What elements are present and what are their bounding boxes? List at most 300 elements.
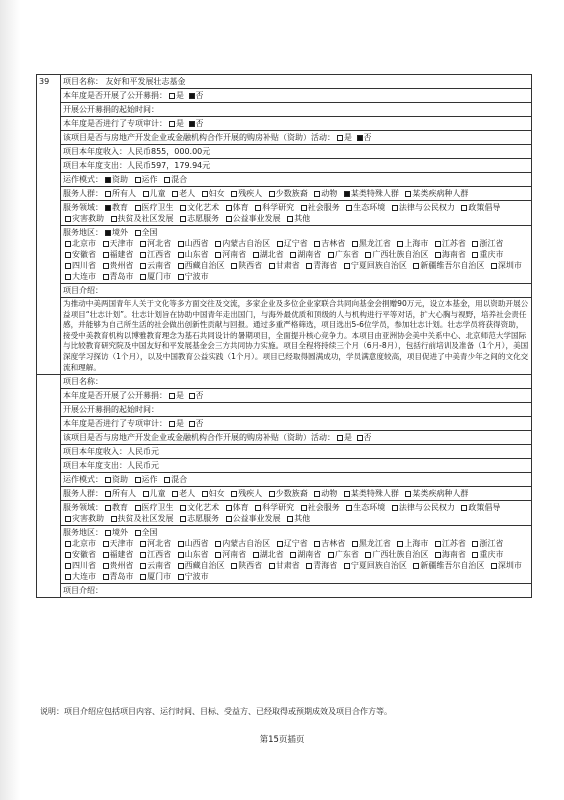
domain-option-label: 法律与公民权力 [398,203,455,212]
beneficiary-checkbox[interactable] [202,191,208,197]
mode-row-cell [61,173,532,187]
domain-option-label: 公益事业发展 [232,514,281,524]
region-checkbox[interactable] [140,552,146,558]
region-checkbox[interactable] [397,541,403,547]
region-option-label: 黑龙江省 [358,539,391,549]
beneficiary-option [403,189,468,198]
region-option [489,261,522,270]
region-checkbox[interactable] [65,274,71,280]
field-label: 本年度是否进行了专项审计： [63,419,167,429]
domain-checkbox[interactable] [105,505,111,511]
region-checkbox[interactable] [328,552,334,558]
fundraising-no-checkbox[interactable] [189,93,195,99]
region-option-label: 海南省 [441,250,466,259]
region-checkbox[interactable] [352,541,358,547]
region-checkbox[interactable] [435,541,441,547]
field-label: 项目本年度支出： [63,161,127,170]
project-name-row [37,75,532,89]
region-checkbox[interactable] [215,252,221,258]
beneficiary-checkbox[interactable] [314,491,320,497]
region-checkbox[interactable] [140,274,146,280]
region-checkbox[interactable] [352,241,358,247]
domain-option-label: 公益事业发展 [232,214,281,223]
income-row [37,145,532,159]
region-option [138,572,171,581]
beneficiaries-row [37,487,532,501]
domain-checkbox[interactable] [301,505,307,511]
beneficiary-option [170,489,195,498]
region-option [101,250,134,259]
domain-checkbox[interactable] [111,516,117,522]
region-checkbox[interactable] [277,541,283,547]
region-option-label: 山西省 [184,239,209,248]
intro-label-row-cell [61,284,532,298]
region-option-label: 浙江省 [479,239,504,248]
region-checkbox[interactable] [178,274,184,280]
region-option [213,250,246,259]
region-option [411,561,484,570]
field-label: 运作模式： [63,175,103,184]
region-checkbox[interactable] [215,541,221,547]
scope-option-label: 全国 [141,228,158,237]
region-checkbox[interactable] [65,241,71,247]
region-option-label: 山西省 [184,539,209,549]
region-checkbox[interactable] [103,541,109,547]
beneficiary-checkbox[interactable] [172,491,178,497]
region-option [213,239,270,248]
region-option-label: 上海市 [404,539,429,549]
fundraising-yes-checkbox[interactable] [169,93,175,99]
beneficiary-option [103,489,136,498]
audit-yes-checkbox[interactable] [169,421,175,427]
beneficiary-option-label: 某类疾病种人群 [412,489,469,499]
region-option [350,239,391,248]
region-checkbox[interactable] [344,563,350,569]
region-checkbox[interactable] [231,563,237,569]
region-checkbox[interactable] [65,552,71,558]
domain-option [109,214,174,223]
region-option [470,550,503,559]
region-option [275,239,308,248]
mode-option-label: 运作 [141,175,158,184]
real-estate-row-cell [61,131,532,145]
fundraising-no-label: 否 [195,91,204,100]
domain-checkbox[interactable] [301,205,307,211]
region-checkbox[interactable] [314,241,320,247]
real-estate-row [37,431,532,445]
fundraising-yes-label: 是 [176,91,184,100]
region-checkbox[interactable] [103,252,109,258]
region-checkbox[interactable] [178,241,184,247]
domain-checkbox[interactable] [111,216,117,222]
domain-option [285,214,310,223]
beneficiary-checkbox[interactable] [405,491,411,497]
region-option-label: 陕西省 [238,261,263,270]
beneficiary-checkbox[interactable] [344,491,350,497]
region-checkbox[interactable] [140,241,146,247]
audit-no-checkbox[interactable] [189,121,195,127]
scope-checkbox[interactable] [135,530,141,536]
region-checkbox[interactable] [103,274,109,280]
field-label: 服务人群： [63,489,103,499]
mode-option-label: 混合 [171,475,188,485]
region-checkbox[interactable] [269,263,275,269]
domain-checkbox[interactable] [346,205,352,211]
beneficiary-option-label: 某类疾病种人群 [412,189,469,198]
region-checkbox[interactable] [365,252,371,258]
domain-checkbox[interactable] [135,505,141,511]
region-option [350,539,391,548]
domain-checkbox[interactable] [226,516,232,522]
beneficiary-option [141,489,166,498]
beneficiary-checkbox[interactable] [105,191,111,197]
beneficiary-checkbox[interactable] [269,191,275,197]
region-checkbox[interactable] [472,552,478,558]
field-label: 服务地区： [63,228,103,237]
region-checkbox[interactable] [178,563,184,569]
region-checkbox[interactable] [269,563,275,569]
mode-row-cell [61,473,532,487]
beneficiary-checkbox[interactable] [231,491,237,497]
beneficiary-option [200,189,225,198]
field-label: 项目介绍： [63,286,103,295]
region-checkbox[interactable] [491,263,497,269]
region-option [395,239,428,248]
region-option-label: 海南省 [441,550,466,560]
region-checkbox[interactable] [140,541,146,547]
domain-option [224,514,281,523]
region-option-label: 新疆维吾尔自治区 [420,561,485,571]
domains-row [37,201,532,226]
field-label: 项目本年度支出： [63,461,127,471]
region-option [433,239,466,248]
region-checkbox[interactable] [140,563,146,569]
region-option [213,550,246,559]
subsidy-no-checkbox[interactable] [357,435,363,441]
region-option-label: 广东省 [334,550,359,560]
domain-option-label: 文化艺术 [187,203,220,212]
scope-checkbox[interactable] [135,230,141,236]
region-checkbox[interactable] [140,252,146,258]
scope-option [133,228,158,237]
domain-option [63,214,104,223]
mode-checkbox[interactable] [105,177,111,183]
audit-yes-checkbox[interactable] [169,121,175,127]
region-checkbox[interactable] [178,541,184,547]
beneficiary-option-label: 动物 [321,189,338,198]
region-checkbox[interactable] [65,252,71,258]
mode-checkbox[interactable] [164,177,170,183]
beneficiary-checkbox[interactable] [231,191,237,197]
region-option-label: 江苏省 [441,539,466,549]
region-option [101,272,134,281]
mode-option [103,475,128,484]
public-fundraising-row-cell [61,89,532,103]
region-option-label: 新疆维吾尔自治区 [420,261,485,270]
beneficiary-option-label: 妇女 [208,189,225,198]
domain-checkbox[interactable] [180,216,186,222]
domain-option [390,503,455,512]
domain-checkbox[interactable] [255,505,261,511]
region-option-label: 青海省 [313,561,338,571]
audit-yes-label: 是 [176,419,184,429]
region-option [138,539,171,548]
region-option [101,261,134,270]
domain-checkbox[interactable] [135,205,141,211]
field-label: 服务领域： [63,203,103,212]
mode-option [103,175,128,184]
scope-option-label: 境外 [112,528,128,538]
domain-checkbox[interactable] [226,505,232,511]
regions-row-cell [61,526,532,584]
audit-no-label: 否 [195,419,204,429]
beneficiary-checkbox[interactable] [314,191,320,197]
mode-option-label: 资助 [112,175,128,184]
region-option [101,561,134,570]
domain-option [109,514,174,523]
region-checkbox[interactable] [65,541,71,547]
field-label: 项目名称： [63,77,103,86]
region-checkbox[interactable] [413,263,419,269]
region-option-label: 陕西省 [238,561,263,571]
region-option [288,550,321,559]
mode-row [37,173,532,187]
field-label: 本年度是否进行了专项审计： [63,119,167,128]
beneficiary-option-label: 动物 [321,489,338,499]
region-checkbox[interactable] [344,263,350,269]
domain-option [133,503,174,512]
region-checkbox[interactable] [65,263,71,269]
beneficiary-option [267,489,308,498]
region-option-label: 辽宁省 [283,539,308,549]
fundraising-yes-label: 是 [176,391,184,401]
domain-option [178,203,219,212]
scope-option-label: 境外 [112,228,128,237]
domain-checkbox[interactable] [392,505,398,511]
domain-checkbox[interactable] [346,505,352,511]
subsidy-no-label: 否 [363,433,372,443]
domain-checkbox[interactable] [287,516,293,522]
mode-checkbox[interactable] [135,477,141,483]
fundraising-start-row [37,403,532,417]
audit-yes-label: 是 [176,119,184,128]
fundraising-no-checkbox[interactable] [189,393,195,399]
region-option-label: 大连市 [72,572,96,582]
domain-checkbox[interactable] [180,205,186,211]
region-checkbox[interactable] [140,263,146,269]
region-checkbox[interactable] [306,563,312,569]
region-option [312,239,345,248]
region-option [213,539,270,548]
mode-option-label: 资助 [112,475,128,485]
page-number: 第15页插页 [259,735,305,745]
domain-option [344,203,385,212]
region-option [138,261,171,270]
region-checkbox[interactable] [65,574,71,580]
audit-no-checkbox[interactable] [189,421,195,427]
domain-option-label: 政策倡导 [468,203,501,212]
region-option [63,261,96,270]
subsidy-yes-checkbox[interactable] [337,435,343,441]
region-option-label: 云南省 [147,261,172,270]
beneficiary-checkbox[interactable] [269,491,275,497]
fundraising-start-row [37,103,532,117]
intro-label-row [37,584,532,598]
region-option-label: 江西省 [147,550,172,560]
domain-option [253,203,294,212]
region-checkbox[interactable] [178,552,184,558]
region-checkbox[interactable] [290,552,296,558]
region-checkbox[interactable] [140,574,146,580]
domain-checkbox[interactable] [65,216,71,222]
region-checkbox[interactable] [472,241,478,247]
region-checkbox[interactable] [253,552,259,558]
region-checkbox[interactable] [215,552,221,558]
beneficiary-checkbox[interactable] [143,491,149,497]
subsidy-yes-checkbox[interactable] [337,135,343,141]
region-option-label: 云南省 [147,561,172,571]
region-option-label: 广西壮族自治区 [372,550,429,560]
region-checkbox[interactable] [103,241,109,247]
region-option-label: 河北省 [147,239,172,248]
public-fundraising-row [37,389,532,403]
region-option [176,261,225,270]
region-option [63,539,96,548]
beneficiary-checkbox[interactable] [105,491,111,497]
region-checkbox[interactable] [103,552,109,558]
mode-checkbox[interactable] [164,477,170,483]
region-option-label: 福建省 [109,250,134,259]
region-option-label: 河南省 [222,250,247,259]
region-option [101,539,134,548]
special-audit-row [37,417,532,431]
domain-checkbox[interactable] [105,205,111,211]
region-option [138,550,171,559]
region-checkbox[interactable] [103,263,109,269]
domain-checkbox[interactable] [180,505,186,511]
region-option-label: 湖北省 [259,250,284,259]
region-checkbox[interactable] [103,563,109,569]
region-checkbox[interactable] [178,252,184,258]
fundraising-yes-checkbox[interactable] [169,393,175,399]
fundraising-no-label: 否 [195,391,204,401]
region-checkbox[interactable] [277,241,283,247]
domain-option [178,214,219,223]
region-checkbox[interactable] [472,541,478,547]
region-option [433,550,466,559]
region-option-label: 山东省 [184,550,209,560]
domain-checkbox[interactable] [461,205,467,211]
beneficiary-checkbox[interactable] [143,191,149,197]
region-option [342,261,407,270]
region-checkbox[interactable] [314,541,320,547]
region-checkbox[interactable] [397,241,403,247]
mode-row [37,473,532,487]
domain-checkbox[interactable] [65,516,71,522]
domain-option-label: 文化艺术 [187,503,220,513]
domain-checkbox[interactable] [461,505,467,511]
mode-checkbox[interactable] [135,177,141,183]
region-checkbox[interactable] [472,252,478,258]
mode-checkbox[interactable] [105,477,111,483]
field-label: 开展公开募捐的起始时间： [63,105,159,114]
region-option [138,250,171,259]
domain-checkbox[interactable] [226,216,232,222]
region-checkbox[interactable] [215,241,221,247]
region-option [489,561,522,570]
scope-option [103,528,128,537]
region-option-label: 深圳市 [497,561,522,571]
region-option [176,572,209,581]
region-option-label: 内蒙古自治区 [222,539,271,549]
region-option [395,539,428,548]
region-option [326,550,359,559]
scope-checkbox[interactable] [105,530,111,536]
subsidy-no-checkbox[interactable] [357,135,363,141]
region-checkbox[interactable] [413,563,419,569]
region-option [288,250,321,259]
region-checkbox[interactable] [103,574,109,580]
region-checkbox[interactable] [435,252,441,258]
region-checkbox[interactable] [435,241,441,247]
region-option-label: 青岛市 [109,272,134,281]
domain-checkbox[interactable] [226,205,232,211]
region-option-label: 重庆市 [479,250,504,259]
beneficiary-checkbox[interactable] [172,191,178,197]
domain-checkbox[interactable] [180,516,186,522]
region-checkbox[interactable] [178,263,184,269]
region-option [63,550,96,559]
beneficiary-checkbox[interactable] [202,491,208,497]
domain-option [133,203,174,212]
region-option [176,561,225,570]
field-label: 运作模式： [63,475,103,485]
beneficiaries-row-cell [61,487,532,501]
region-option-label: 安徽省 [72,550,96,560]
domain-checkbox[interactable] [287,216,293,222]
footnote: 说明：项目介绍应包括项目内容、运行时间、目标、受益方、已经取得或预期成效及项目合作方等。 [40,707,392,716]
region-option [229,561,262,570]
scope-checkbox[interactable] [105,230,111,236]
region-option-label: 厦门市 [147,272,172,281]
region-checkbox[interactable] [65,563,71,569]
region-checkbox[interactable] [328,252,334,258]
region-checkbox[interactable] [178,574,184,580]
domain-option [224,203,249,212]
domain-option [285,514,310,523]
region-checkbox[interactable] [253,252,259,258]
region-checkbox[interactable] [306,263,312,269]
region-checkbox[interactable] [435,552,441,558]
beneficiary-option [342,189,399,198]
beneficiary-checkbox[interactable] [344,191,350,197]
region-option-label: 天津市 [109,239,134,248]
domain-checkbox[interactable] [255,205,261,211]
income-row [37,445,532,459]
region-option [411,261,484,270]
region-option-label: 北京市 [72,239,96,248]
region-option-label: 西藏自治区 [184,561,225,571]
region-checkbox[interactable] [365,552,371,558]
region-checkbox[interactable] [231,263,237,269]
region-checkbox[interactable] [491,563,497,569]
region-option-label: 宁夏回族自治区 [350,561,407,571]
domain-checkbox[interactable] [392,205,398,211]
region-option [138,272,171,281]
beneficiary-checkbox[interactable] [405,191,411,197]
region-checkbox[interactable] [290,252,296,258]
region-option-label: 黑龙江省 [358,239,391,248]
